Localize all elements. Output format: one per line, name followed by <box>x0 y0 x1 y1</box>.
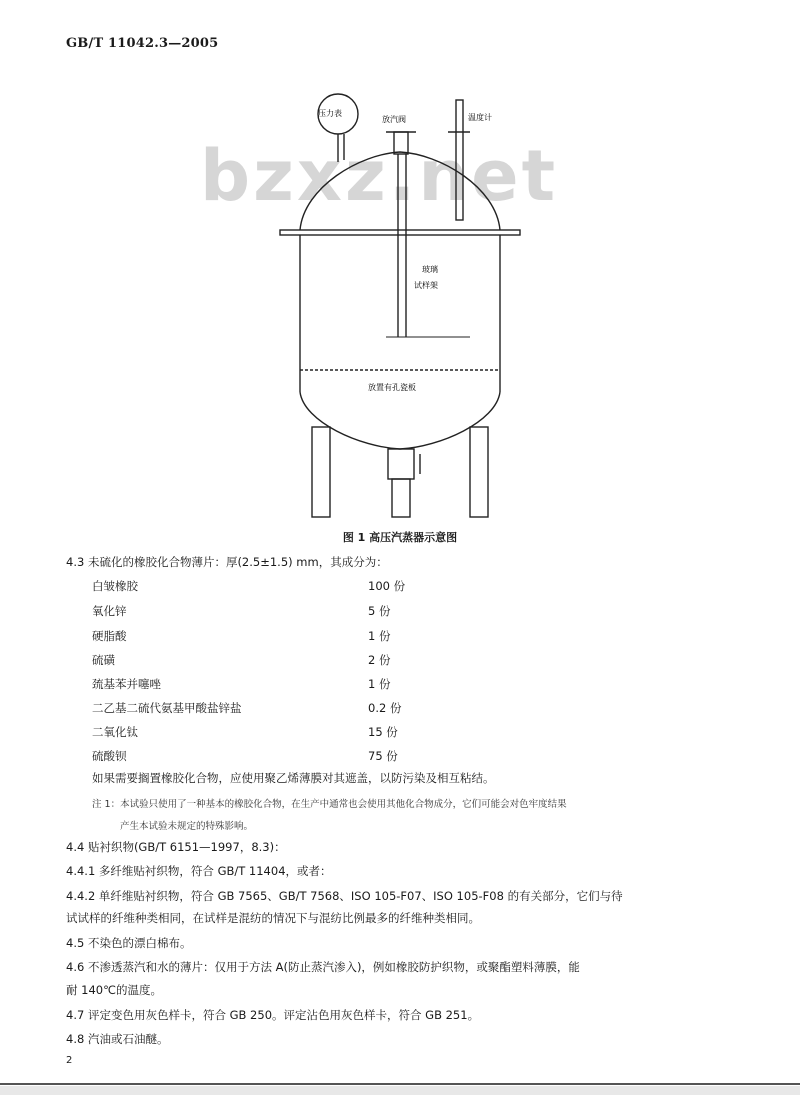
section-4-6-line-1: 4.6 不渗透蒸汽和水的薄片：仅用于方法 A(防止蒸汽渗入)，例如橡胶防护织物，或聚酯塑料薄膜，能 <box>66 960 580 974</box>
component-name: 二氧化钛 <box>92 725 138 739</box>
component-name: 硫酸钡 <box>92 749 127 763</box>
component-amount: 75 份 <box>368 749 398 763</box>
section-4-4-2-line-1: 4.4.2 单纤维贴衬织物，符合 GB 7565、GB/T 7568、ISO 105-F07、ISO 105-F08 的有关部分，它们与待 <box>66 889 623 903</box>
standard-code: GB/T 11042.3—2005 <box>66 36 219 51</box>
bottom-rule <box>0 1083 800 1085</box>
section-4-6-line-2: 耐 140℃的温度。 <box>66 983 163 997</box>
scan-bottom-strip <box>0 1086 800 1095</box>
section-4-7: 4.7 评定变色用灰色样卡，符合 GB 250。评定沾色用灰色样卡，符合 GB 251。 <box>66 1008 480 1022</box>
component-name: 二乙基二硫代氨基甲酸盐锌盐 <box>92 701 242 715</box>
figure-caption: 图 1 高压汽蒸器示意图 <box>342 531 458 544</box>
section-4-4-1: 4.4.1 多纤维贴衬织物，符合 GB/T 11404，或者： <box>66 864 332 878</box>
component-amount: 0.2 份 <box>368 701 402 715</box>
component-name: 硬脂酸 <box>92 629 127 643</box>
component-name: 氧化锌 <box>92 604 127 618</box>
autoclave-diagram <box>270 92 530 522</box>
section-4-5: 4.5 不染色的漂白棉布。 <box>66 936 192 950</box>
page-number: 2 <box>66 1055 73 1066</box>
note-line-2: 产生本试验未规定的特殊影响。 <box>120 821 254 832</box>
vessel-top-dome <box>300 152 500 230</box>
component-name: 白皱橡胶 <box>92 579 138 593</box>
section-4-4-title: 4.4 贴衬织物(GB/T 6151—1997，8.3)： <box>66 840 286 854</box>
component-name: 巯基苯并噻唑 <box>92 677 161 691</box>
storage-paragraph: 如果需要搁置橡胶化合物，应使用聚乙烯薄膜对其遮盖，以防污染及相互粘结。 <box>92 771 495 785</box>
label-pressure-gauge: 压力表 <box>318 109 342 118</box>
section-4-8: 4.8 汽油或石油醚。 <box>66 1032 169 1046</box>
section-4-4-2-line-2: 试试样的纤维种类相同，在试样是混纺的情况下与混纺比例最多的纤维种类相同。 <box>66 911 480 925</box>
label-glass-holder: 玻璃 试样架 <box>414 265 438 290</box>
label-thermometer: 温度计 <box>468 113 492 122</box>
component-amount: 2 份 <box>368 653 391 667</box>
watermark: bzxz.net <box>200 135 559 217</box>
thermometer-icon <box>456 100 463 220</box>
component-amount: 1 份 <box>368 629 391 643</box>
note-line-1: 注 1：本试验只使用了一种基本的橡胶化合物，在生产中通常也会使用其他化合物成分，它们可能会对色牢度结果 <box>92 799 567 810</box>
component-amount: 15 份 <box>368 725 398 739</box>
component-amount: 100 份 <box>368 579 406 593</box>
label-vent-valve: 放汽阀 <box>382 115 406 124</box>
component-name: 硫磺 <box>92 653 115 667</box>
component-amount: 5 份 <box>368 604 391 618</box>
section-4-3-title: 4.3 未硫化的橡胶化合物薄片：厚(2.5±1.5) mm，其成分为： <box>66 555 388 569</box>
vessel-flange <box>280 230 520 235</box>
label-perforated-tray: 放置有孔瓷板 <box>368 383 416 392</box>
component-amount: 1 份 <box>368 677 391 691</box>
